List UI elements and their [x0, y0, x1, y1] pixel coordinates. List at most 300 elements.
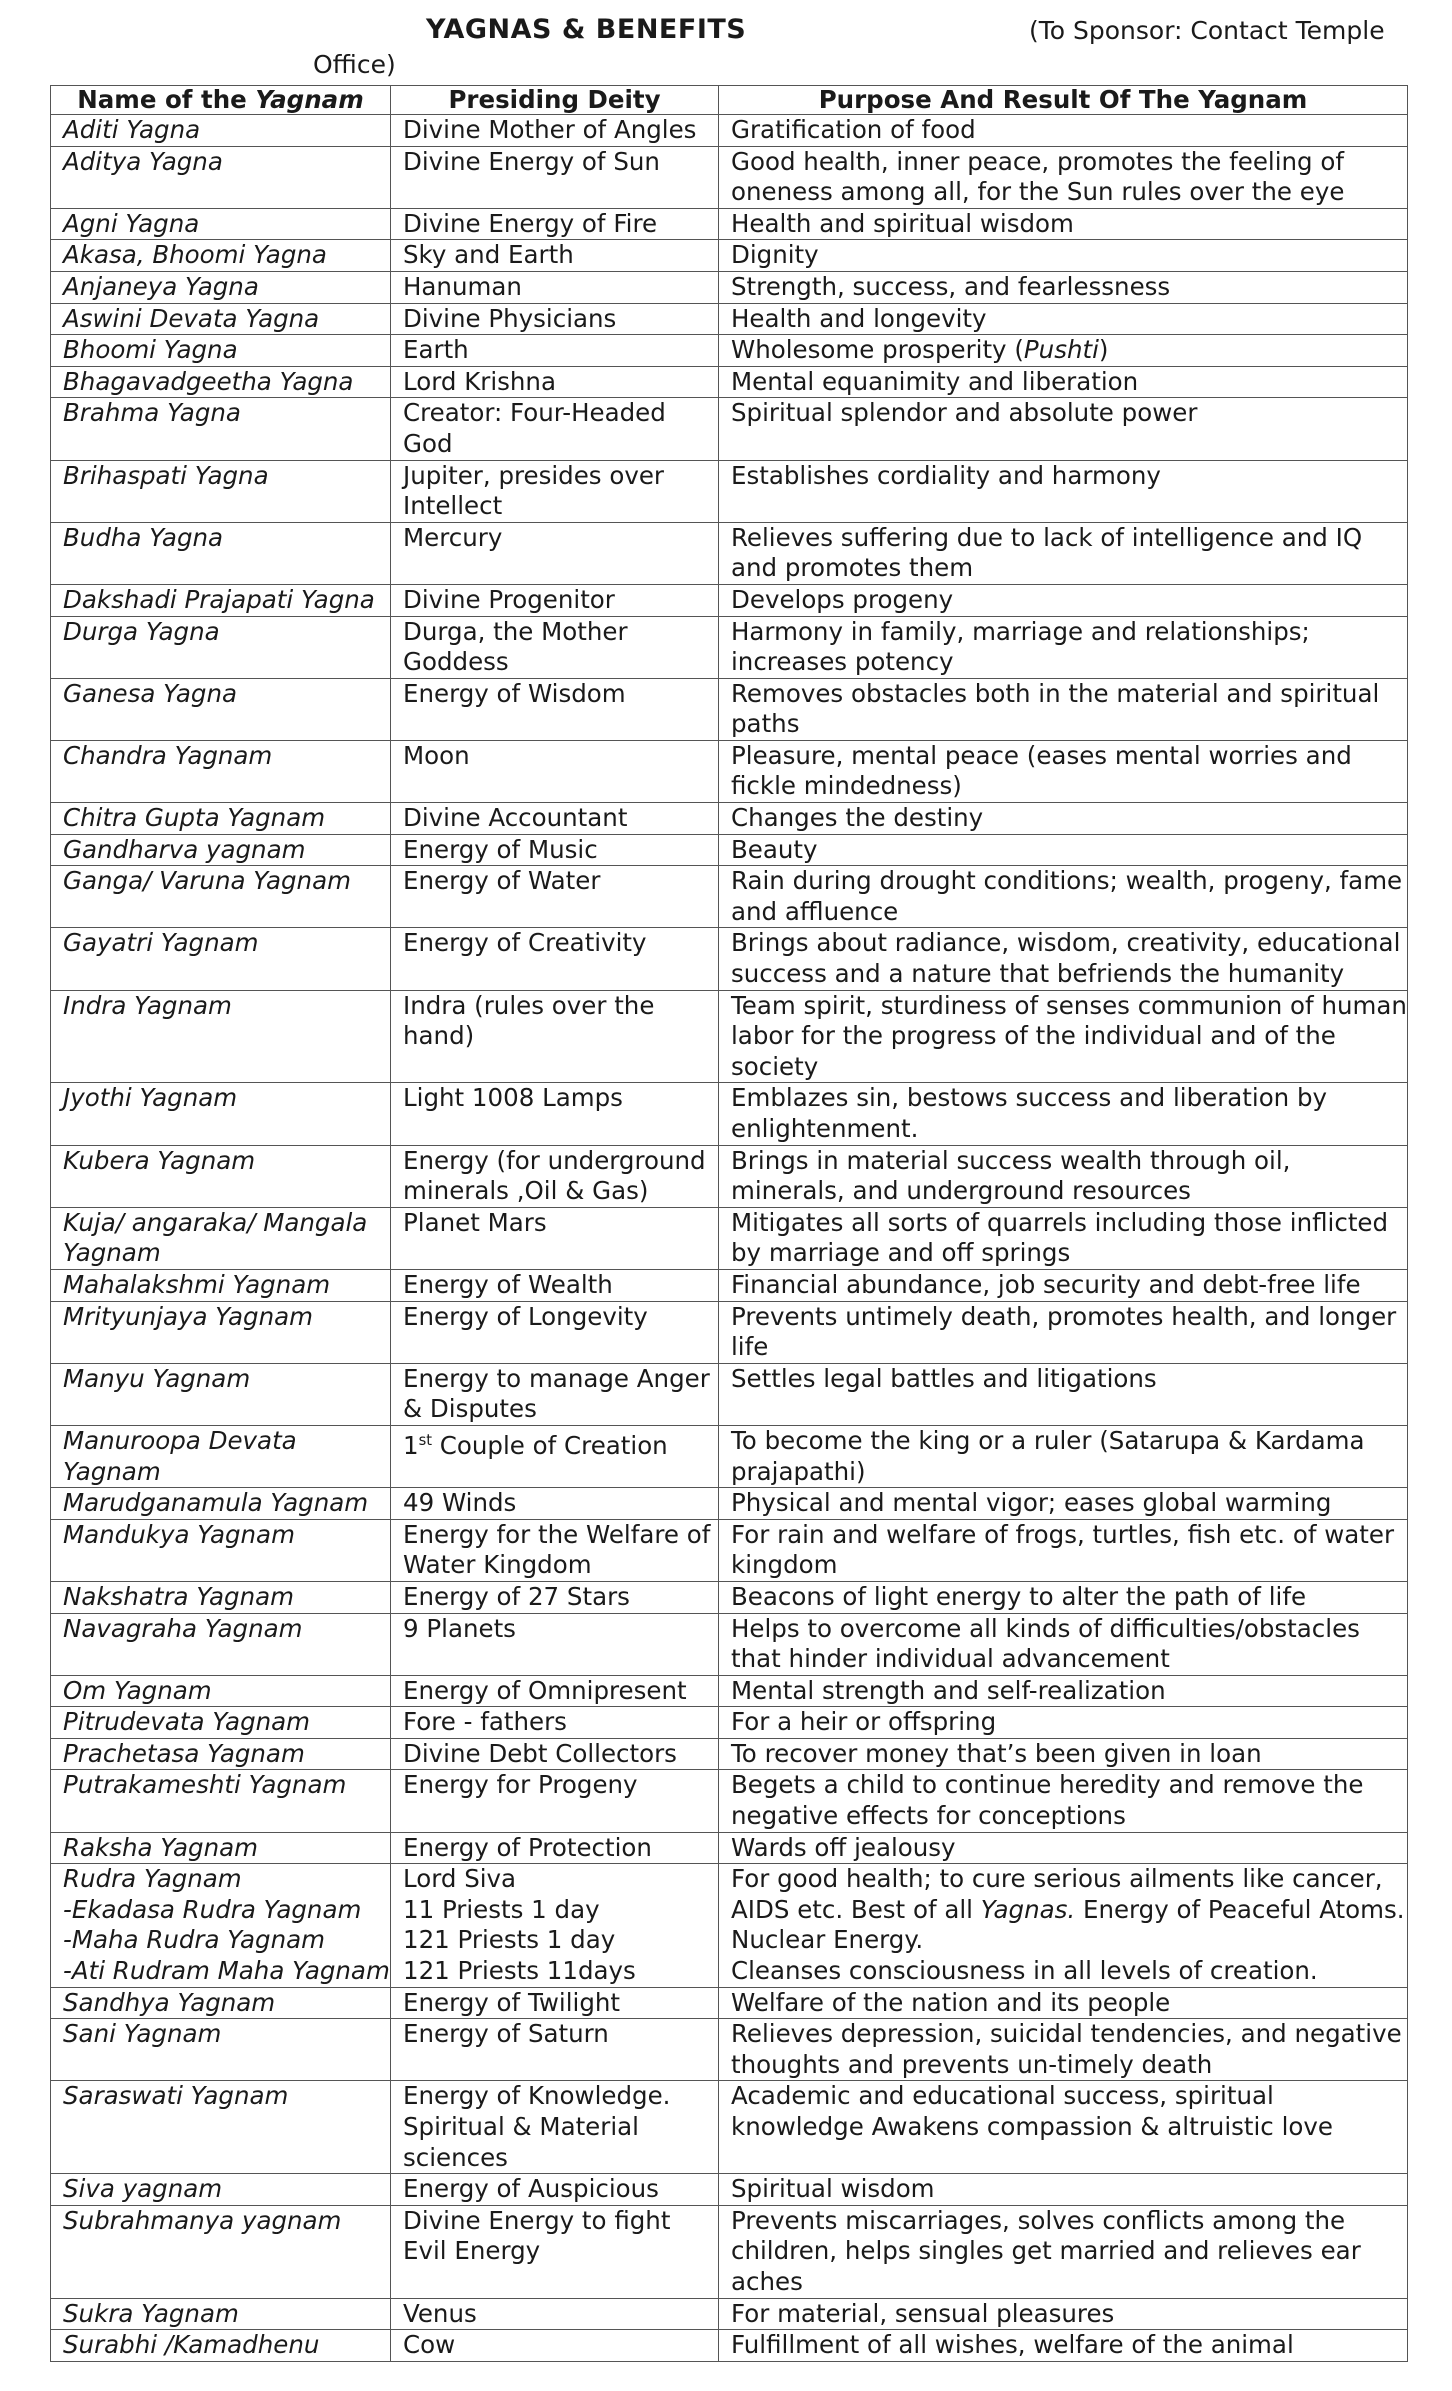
cell-name-text: Subrahmanya yagnam — [63, 2205, 342, 2235]
cell-purpose-text: Begets a child to continue heredity and remove the negative effects for conceptions — [731, 1770, 1364, 1831]
cell-deity-text: Energy of Longevity — [403, 1301, 648, 1331]
cell-name-text: Raksha Yagnam — [63, 1832, 259, 1862]
cell-name-text: Saraswati Yagnam — [63, 2081, 289, 2111]
cell-deity-text: Planet Mars — [403, 1207, 547, 1237]
cell-deity — [391, 1832, 719, 1864]
table-row — [51, 1987, 1408, 2019]
cell-deity-text: Energy of Creativity — [403, 928, 647, 958]
cell-purpose — [719, 2205, 1408, 2298]
table-row — [51, 208, 1408, 240]
cell-deity — [391, 928, 719, 990]
table-row — [51, 1301, 1408, 1363]
cell-purpose — [719, 616, 1408, 678]
cell-purpose-text: Changes the destiny — [731, 803, 984, 833]
table-row — [51, 1269, 1408, 1301]
cell-deity — [391, 460, 719, 522]
cell-deity-text: Divine Progenitor — [403, 584, 615, 614]
cell-deity-text: Divine Physicians — [403, 303, 617, 333]
cell-deity-text: 1st Couple of Creation — [403, 1431, 668, 1461]
cell-purpose-text: Beauty — [731, 834, 818, 864]
cell-purpose-text: Welfare of the nation and its people — [731, 1987, 1171, 2017]
cell-deity-text: Fore - fathers — [403, 1707, 567, 1737]
cell-name — [51, 398, 391, 460]
cell-purpose — [719, 1425, 1408, 1487]
cell-deity-text: Energy of Auspicious — [403, 2174, 659, 2204]
table-row — [51, 678, 1408, 740]
cell-name-text: Siva yagnam — [63, 2174, 223, 2204]
cell-name — [51, 1301, 391, 1363]
cell-purpose-text: Health and longevity — [731, 303, 987, 333]
cell-deity-text: Energy of 27 Stars — [403, 1581, 630, 1611]
cell-deity — [391, 398, 719, 460]
cell-deity — [391, 1145, 719, 1207]
cell-purpose-text: Settles legal battles and litigations — [731, 1363, 1157, 1393]
cell-deity-text: Indra (rules over the hand) — [403, 990, 655, 1051]
cell-deity — [391, 1613, 719, 1675]
cell-deity — [391, 1363, 719, 1425]
cell-name-text: Anjaneya Yagna — [63, 271, 259, 301]
table-row — [51, 2019, 1408, 2081]
cell-name — [51, 1864, 391, 1987]
table-row — [51, 2205, 1408, 2298]
cell-deity-text: Divine Debt Collectors — [403, 1738, 677, 1768]
cell-deity — [391, 1581, 719, 1613]
cell-purpose — [719, 2081, 1408, 2174]
cell-name-text: Gayatri Yagnam — [63, 928, 259, 958]
cell-purpose-text: Beacons of light energy to alter the path of life — [731, 1581, 1307, 1611]
header-purpose: Purpose And Result Of The Yagnam — [719, 86, 1408, 115]
cell-name — [51, 2174, 391, 2206]
cell-deity-text: Energy of Twilight — [403, 1987, 621, 2017]
cell-name — [51, 146, 391, 208]
cell-name-text: Dakshadi Prajapati Yagna — [63, 584, 375, 614]
cell-deity — [391, 584, 719, 616]
table-row — [51, 335, 1408, 367]
cell-deity — [391, 1425, 719, 1487]
cell-deity-text: Cow — [403, 2330, 456, 2360]
cell-deity-text: Energy of Protection — [403, 1832, 652, 1862]
cell-name-text: Putrakameshti Yagnam — [63, 1770, 347, 1800]
cell-name-text: Mahalakshmi Yagnam — [63, 1269, 331, 1299]
cell-deity-text: Mercury — [403, 522, 503, 552]
table-row — [51, 1832, 1408, 1864]
cell-deity — [391, 303, 719, 335]
cell-deity-text: Jupiter, presides over Intellect — [403, 460, 664, 521]
cell-purpose-text: Dignity — [731, 240, 819, 270]
cell-deity-text: Durga, the Mother Goddess — [403, 616, 628, 677]
cell-purpose-text: Health and spiritual wisdom — [731, 208, 1074, 238]
cell-deity-text: 11 Priests 1 day — [403, 1894, 600, 1924]
table-row — [51, 240, 1408, 272]
cell-name-text: Kuja/ angaraka/ Mangala Yagnam — [63, 1207, 368, 1268]
cell-purpose-text: Wholesome prosperity (Pushti) — [731, 335, 1109, 365]
cell-purpose-text: Helps to overcome all kinds of difficulties/obstacles that hinder individual advancement — [731, 1613, 1360, 1674]
cell-purpose — [719, 678, 1408, 740]
cell-name — [51, 1269, 391, 1301]
cell-deity — [391, 2298, 719, 2330]
cell-name-text: Rudra Yagnam — [63, 1864, 242, 1894]
table-row — [51, 990, 1408, 1083]
cell-deity — [391, 1269, 719, 1301]
table-row — [51, 1738, 1408, 1770]
cell-deity — [391, 115, 719, 147]
cell-name — [51, 366, 391, 398]
cell-deity — [391, 2205, 719, 2298]
cell-name-text: Chitra Gupta Yagnam — [63, 803, 326, 833]
cell-purpose — [719, 1675, 1408, 1707]
cell-name — [51, 460, 391, 522]
cell-purpose-text: Prevents miscarriages, solves conflicts among the children, helps singles get married and relieves ear aches — [731, 2205, 1361, 2296]
cell-name-text: Surabhi /Kamadhenu — [63, 2330, 320, 2360]
cell-purpose — [719, 1832, 1408, 1864]
cell-name-text: Indra Yagnam — [63, 990, 232, 1020]
cell-name-text: Navagraha Yagnam — [63, 1613, 303, 1643]
cell-name-text: -Maha Rudra Yagnam — [63, 1925, 325, 1955]
cell-purpose-text: Cleanses consciousness in all levels of creation. — [731, 1956, 1318, 1986]
cell-name-text: Jyothi Yagnam — [63, 1083, 238, 1113]
cell-deity-text: Creator: Four-Headed God — [403, 398, 666, 458]
table-row — [51, 2298, 1408, 2330]
cell-deity — [391, 1675, 719, 1707]
cell-name — [51, 1770, 391, 1832]
cell-purpose — [719, 1987, 1408, 2019]
cell-name — [51, 1145, 391, 1207]
table-row — [51, 460, 1408, 522]
cell-purpose — [719, 303, 1408, 335]
cell-purpose-text: For good health; to cure serious ailments like cancer, — [731, 1864, 1383, 1894]
cell-purpose — [719, 584, 1408, 616]
cell-name — [51, 1581, 391, 1613]
cell-name-text: Aswini Devata Yagna — [63, 303, 320, 333]
cell-name — [51, 740, 391, 802]
cell-deity-text: Energy of Wealth — [403, 1269, 613, 1299]
cell-purpose-text: For rain and welfare of frogs, turtles, fish etc. of water kingdom — [731, 1519, 1395, 1580]
cell-purpose — [719, 1613, 1408, 1675]
table-row — [51, 616, 1408, 678]
cell-purpose-text: Mental equanimity and liberation — [731, 366, 1139, 396]
cell-name-text: Marudganamula Yagnam — [63, 1488, 369, 1518]
cell-purpose — [719, 866, 1408, 928]
table-row — [51, 146, 1408, 208]
cell-deity-text: Energy for Progeny — [403, 1770, 638, 1800]
table-row — [51, 522, 1408, 584]
cell-name-text: Sandhya Yagnam — [63, 1987, 276, 2017]
cell-name-text: -Ati Rudram Maha Yagnam — [63, 1956, 390, 1986]
cell-name-text: Gandharva yagnam — [63, 834, 306, 864]
cell-name-text: Om Yagnam — [63, 1675, 212, 1705]
cell-deity — [391, 1864, 719, 1987]
cell-name — [51, 1425, 391, 1487]
cell-name — [51, 2298, 391, 2330]
cell-deity-text: Moon — [403, 740, 470, 770]
cell-name-text: Mrityunjaya Yagnam — [63, 1301, 313, 1331]
cell-deity-text: Energy of Saturn — [403, 2019, 609, 2049]
cell-purpose — [719, 834, 1408, 866]
cell-purpose — [719, 1581, 1408, 1613]
cell-name — [51, 303, 391, 335]
cell-purpose — [719, 208, 1408, 240]
cell-deity-text: Energy (for underground minerals ,Oil & Gas) — [403, 1145, 706, 1206]
cell-deity-text: Energy of Omnipresent — [403, 1675, 687, 1705]
cell-name-text: Sukra Yagnam — [63, 2298, 239, 2328]
table-row — [51, 1519, 1408, 1581]
cell-name-text: Manuroopa Devata Yagnam — [63, 1425, 297, 1486]
table-row — [51, 1864, 1408, 1987]
cell-purpose-text: Wards off jealousy — [731, 1832, 956, 1862]
table-row — [51, 834, 1408, 866]
cell-name — [51, 2081, 391, 2174]
cell-deity-text: Divine Energy of Sun — [403, 146, 660, 176]
cell-deity — [391, 866, 719, 928]
cell-name-text: Aditi Yagna — [63, 115, 201, 144]
cell-name — [51, 271, 391, 303]
cell-deity — [391, 616, 719, 678]
cell-deity — [391, 740, 719, 802]
sponsor-note: (To Sponsor: Contact Temple — [1029, 16, 1385, 45]
cell-purpose — [719, 1707, 1408, 1739]
cell-name — [51, 1613, 391, 1675]
table-header-row — [51, 86, 1408, 115]
cell-name-text: Akasa, Bhoomi Yagna — [63, 240, 327, 270]
page-title: YAGNAS & BENEFITS — [426, 14, 747, 45]
cell-deity-text: Hanuman — [403, 271, 522, 301]
cell-name-text: Agni Yagna — [63, 208, 200, 238]
cell-name — [51, 866, 391, 928]
cell-purpose-text: Spiritual splendor and absolute power — [731, 398, 1198, 428]
cell-purpose — [719, 1738, 1408, 1770]
cell-purpose — [719, 990, 1408, 1083]
table-row — [51, 1613, 1408, 1675]
cell-deity-text: Lord Siva — [403, 1864, 517, 1894]
cell-name-text: Kubera Yagnam — [63, 1145, 256, 1175]
cell-purpose-text: Good health, inner peace, promotes the feeling of oneness among all, for the Sun rules over the eye — [731, 146, 1345, 207]
table-row — [51, 1425, 1408, 1487]
cell-deity — [391, 1987, 719, 2019]
cell-name — [51, 1987, 391, 2019]
cell-deity-text: Energy to manage Anger & Disputes — [403, 1363, 710, 1424]
cell-purpose-text: Spiritual wisdom — [731, 2174, 935, 2204]
cell-name — [51, 678, 391, 740]
table-row — [51, 1207, 1408, 1269]
table-row — [51, 584, 1408, 616]
cell-deity-text: Divine Accountant — [403, 803, 628, 833]
cell-purpose — [719, 1207, 1408, 1269]
cell-deity — [391, 803, 719, 835]
cell-deity-text: Divine Mother of Angles — [403, 115, 697, 144]
cell-purpose — [719, 271, 1408, 303]
cell-purpose-text: Pleasure, mental peace (eases mental worries and fickle mindedness) — [731, 740, 1352, 801]
cell-deity-text: Divine Energy to fight Evil Energy — [403, 2205, 671, 2266]
cell-deity — [391, 834, 719, 866]
cell-name — [51, 928, 391, 990]
cell-purpose-text: Mental strength and self-realization — [731, 1675, 1166, 1705]
cell-name — [51, 115, 391, 147]
cell-deity-text: Earth — [403, 335, 469, 365]
cell-purpose — [719, 2330, 1408, 2362]
cell-deity — [391, 2330, 719, 2362]
cell-name — [51, 834, 391, 866]
sponsor-note-continued: Office) — [313, 50, 396, 79]
table-row — [51, 366, 1408, 398]
cell-name — [51, 240, 391, 272]
cell-name-text: Sani Yagnam — [63, 2019, 222, 2049]
cell-purpose — [719, 1363, 1408, 1425]
cell-purpose — [719, 366, 1408, 398]
cell-name — [51, 1832, 391, 1864]
cell-purpose — [719, 522, 1408, 584]
cell-purpose-text: Fulfillment of all wishes, welfare of the animal — [731, 2330, 1294, 2360]
cell-deity-text: Divine Energy of Fire — [403, 208, 658, 238]
cell-purpose-text: Brings in material success wealth through oil, minerals, and underground resources — [731, 1145, 1291, 1206]
table-row — [51, 2330, 1408, 2362]
table-row — [51, 115, 1408, 147]
table-row — [51, 2174, 1408, 2206]
header-name-italic: Yagnam — [255, 85, 364, 114]
cell-purpose-text: Rain during drought conditions; wealth, progeny, fame and affluence — [731, 866, 1403, 926]
cell-deity-text: Energy of Water — [403, 866, 601, 896]
cell-name — [51, 522, 391, 584]
table-row — [51, 1707, 1408, 1739]
cell-purpose-text: For a heir or offspring — [731, 1707, 997, 1737]
table-row — [51, 1581, 1408, 1613]
cell-name-text: Durga Yagna — [63, 616, 220, 646]
yagnas-table — [50, 85, 1408, 2362]
cell-purpose-text: Establishes cordiality and harmony — [731, 460, 1161, 490]
cell-deity — [391, 990, 719, 1083]
cell-name — [51, 990, 391, 1083]
cell-name — [51, 803, 391, 835]
cell-deity — [391, 678, 719, 740]
cell-purpose — [719, 1301, 1408, 1363]
cell-purpose — [719, 1864, 1408, 1987]
table-row — [51, 928, 1408, 990]
cell-purpose — [719, 335, 1408, 367]
cell-name — [51, 584, 391, 616]
cell-name-text: Mandukya Yagnam — [63, 1519, 295, 1549]
cell-name — [51, 1363, 391, 1425]
cell-purpose-text: Financial abundance, job security and debt-free life — [731, 1269, 1361, 1299]
cell-name-text: -Ekadasa Rudra Yagnam — [63, 1894, 362, 1924]
cell-deity-text: Energy of Music — [403, 834, 598, 864]
cell-name — [51, 1488, 391, 1520]
cell-purpose — [719, 2019, 1408, 2081]
cell-purpose — [719, 1488, 1408, 1520]
cell-deity — [391, 1770, 719, 1832]
cell-name-text: Chandra Yagnam — [63, 740, 273, 770]
cell-name-text: Nakshatra Yagnam — [63, 1581, 295, 1611]
cell-deity-text: 121 Priests 1 day — [403, 1925, 616, 1955]
cell-deity-text: Energy of Wisdom — [403, 678, 626, 708]
cell-purpose — [719, 2298, 1408, 2330]
table-row — [51, 740, 1408, 802]
cell-name — [51, 2205, 391, 2298]
cell-deity — [391, 1738, 719, 1770]
cell-name — [51, 616, 391, 678]
cell-deity — [391, 522, 719, 584]
cell-purpose — [719, 1083, 1408, 1145]
cell-deity — [391, 335, 719, 367]
cell-name-text: Budha Yagna — [63, 522, 224, 552]
cell-purpose-text: Harmony in family, marriage and relationships; increases potency — [731, 616, 1310, 677]
cell-deity — [391, 366, 719, 398]
cell-purpose — [719, 928, 1408, 990]
cell-name — [51, 1707, 391, 1739]
table-row — [51, 398, 1408, 460]
cell-name-text: Pitrudevata Yagnam — [63, 1707, 311, 1737]
cell-purpose-text: Relieves depression, suicidal tendencies, and negative thoughts and prevents un-timely death — [731, 2019, 1402, 2079]
cell-deity — [391, 1083, 719, 1145]
cell-purpose-text: Academic and educational success, spiritual knowledge Awakens compassion & altruistic love — [731, 2081, 1333, 2141]
table-row — [51, 303, 1408, 335]
cell-deity — [391, 1707, 719, 1739]
cell-purpose — [719, 460, 1408, 522]
cell-purpose-text: AIDS etc. Best of all Yagnas. Energy of Peaceful Atoms. Nuclear Energy. — [731, 1894, 1405, 1955]
cell-deity — [391, 146, 719, 208]
cell-deity-text: Venus — [403, 2298, 477, 2328]
cell-deity — [391, 240, 719, 272]
header-name — [51, 86, 391, 115]
cell-purpose-text: Team spirit, sturdiness of senses communion of human labor for the progress of the individual and of the society — [731, 990, 1407, 1081]
cell-purpose-text: Prevents untimely death, promotes health, and longer life — [731, 1301, 1397, 1362]
cell-purpose — [719, 803, 1408, 835]
cell-deity-text: Light 1008 Lamps — [403, 1083, 623, 1113]
table-row — [51, 1145, 1408, 1207]
cell-name — [51, 2330, 391, 2362]
cell-purpose-text: To recover money that’s been given in loan — [731, 1738, 1262, 1768]
cell-name-text: Bhoomi Yagna — [63, 335, 238, 365]
header-deity: Presiding Deity — [391, 86, 719, 115]
cell-purpose — [719, 2174, 1408, 2206]
cell-purpose-text: Emblazes sin, bestows success and liberation by enlightenment. — [731, 1083, 1328, 1143]
cell-name — [51, 335, 391, 367]
cell-purpose-text: Gratification of food — [731, 115, 976, 144]
cell-purpose-text: Relieves suffering due to lack of intelligence and IQ and promotes them — [731, 522, 1363, 583]
cell-name-text: Aditya Yagna — [63, 146, 223, 176]
cell-deity — [391, 1519, 719, 1581]
cell-name-text: Ganesa Yagna — [63, 678, 237, 708]
cell-deity — [391, 1488, 719, 1520]
cell-deity — [391, 1301, 719, 1363]
cell-deity — [391, 1207, 719, 1269]
cell-purpose-text: Mitigates all sorts of quarrels including those inflicted by marriage and off springs — [731, 1207, 1389, 1268]
table-row — [51, 1083, 1408, 1145]
cell-deity — [391, 2081, 719, 2174]
cell-name — [51, 208, 391, 240]
cell-name-text: Manyu Yagnam — [63, 1363, 251, 1393]
cell-name-text: Ganga/ Varuna Yagnam — [63, 866, 351, 896]
cell-deity-text: 121 Priests 11days — [403, 1956, 636, 1986]
cell-deity — [391, 2174, 719, 2206]
cell-name-text: Bhagavadgeetha Yagna — [63, 366, 354, 396]
cell-purpose-text: To become the king or a ruler (Satarupa & Kardama prajapathi) — [731, 1425, 1365, 1486]
table-row — [51, 803, 1408, 835]
cell-name-text: Prachetasa Yagnam — [63, 1738, 305, 1768]
cell-purpose — [719, 398, 1408, 460]
table-row — [51, 1675, 1408, 1707]
cell-name — [51, 2019, 391, 2081]
cell-purpose — [719, 740, 1408, 802]
cell-purpose — [719, 146, 1408, 208]
cell-name — [51, 1083, 391, 1145]
cell-purpose — [719, 1519, 1408, 1581]
cell-purpose-text: Develops progeny — [731, 584, 954, 614]
cell-name — [51, 1738, 391, 1770]
cell-name — [51, 1519, 391, 1581]
cell-name-text: Brihaspati Yagna — [63, 460, 269, 490]
cell-deity — [391, 208, 719, 240]
cell-deity — [391, 271, 719, 303]
cell-deity — [391, 2019, 719, 2081]
